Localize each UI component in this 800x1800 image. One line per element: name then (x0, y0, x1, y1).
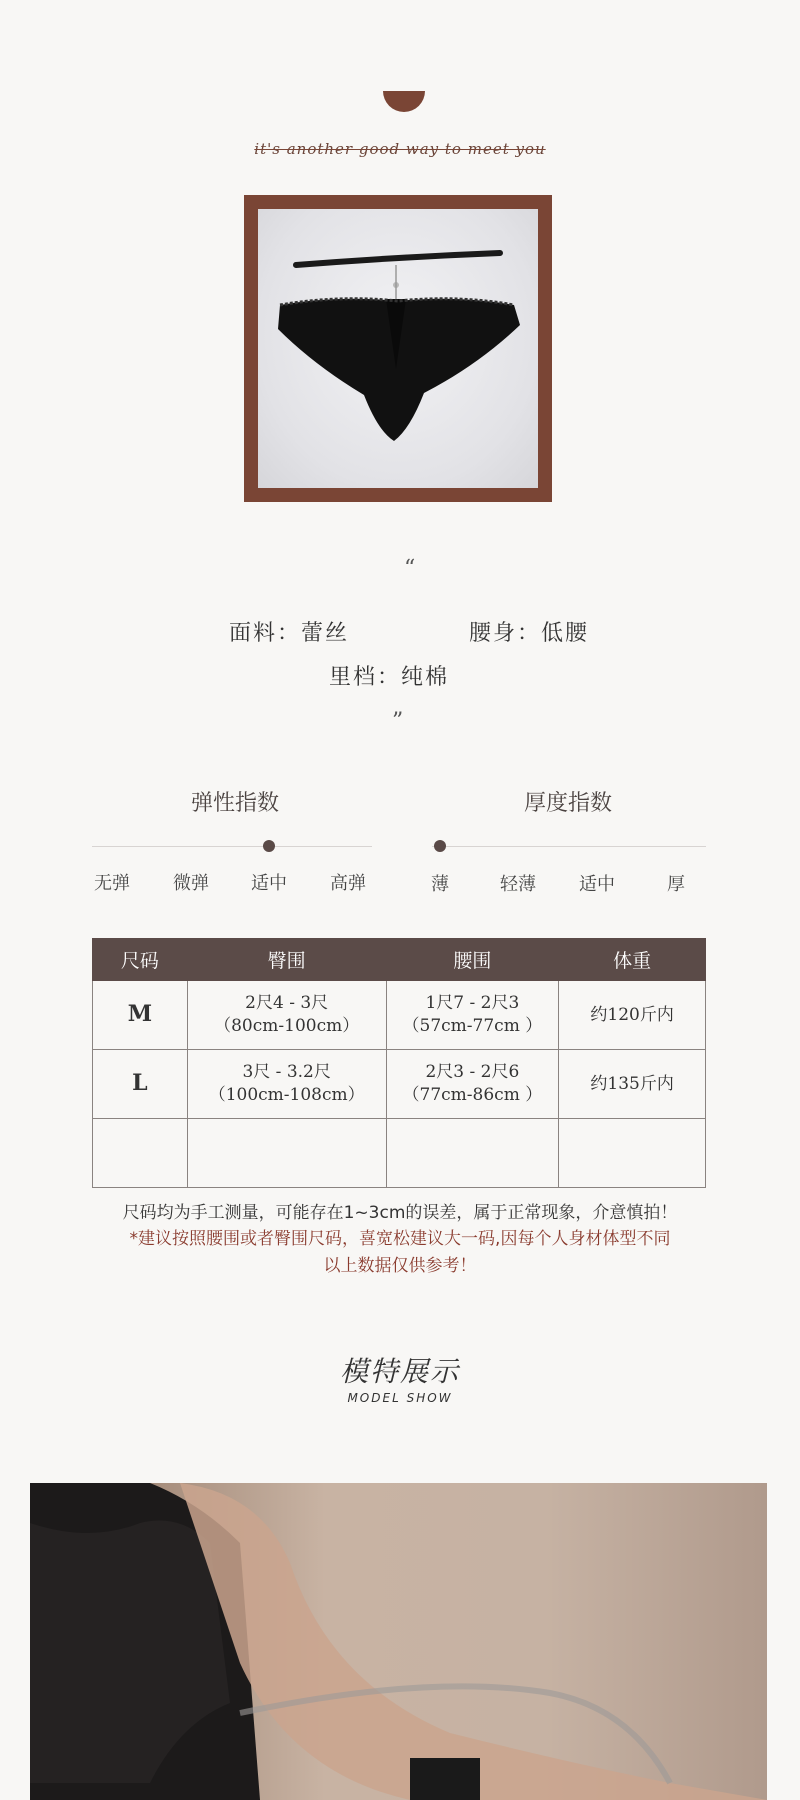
thickness-option: 适中 (579, 874, 615, 895)
model-photo-image (30, 1483, 767, 1800)
waist-range-cm: （57cm-77cm ） (402, 1016, 543, 1036)
hip-range-cm: （100cm-108cm） (208, 1085, 365, 1105)
waist-range: 1尺7 - 2尺3 (425, 993, 520, 1014)
quote-close-mark: ” (392, 709, 404, 734)
elasticity-selected-dot (263, 840, 275, 852)
table-row-empty (93, 1119, 706, 1188)
waist-range-cm: （77cm-86cm ） (402, 1085, 543, 1105)
empty-cell (559, 1119, 706, 1188)
elasticity-title: 弹性指数 (190, 791, 279, 816)
size-table-header-row (93, 939, 706, 981)
spec-crotch: 里档：纯棉 (329, 665, 450, 690)
quote-open-mark: “ (404, 556, 416, 581)
waist-cell (386, 981, 559, 1050)
weight-cell: 约120斤内 (559, 981, 706, 1050)
elasticity-option: 高弹 (330, 873, 366, 894)
model-section-subtitle: MODEL SHOW (347, 1391, 453, 1405)
header-hip: 臀围 (187, 939, 386, 981)
empty-cell (93, 1119, 188, 1188)
size-advice-note: *建议按照腰围或者臀围尺码，喜宽松建议大一码,因每个人身材体型不同 (129, 1229, 671, 1249)
header-size: 尺码 (93, 939, 188, 981)
size-cell: L (93, 1050, 188, 1119)
elasticity-option: 微弹 (173, 873, 209, 894)
decorative-half-circle (383, 91, 425, 112)
thickness-option: 轻薄 (500, 874, 536, 895)
hip-range: 2尺4 - 3尺 (245, 993, 329, 1014)
thickness-option: 薄 (431, 874, 449, 895)
spec-fabric: 面料：蕾丝 (229, 621, 350, 646)
model-section-title: 模特展示 (339, 1355, 460, 1388)
thickness-title: 厚度指数 (523, 791, 612, 816)
spec-waist: 腰身：低腰 (469, 621, 590, 646)
size-cell: M (93, 981, 188, 1050)
table-row (93, 1050, 706, 1119)
elasticity-option: 适中 (251, 873, 287, 894)
empty-cell (386, 1119, 559, 1188)
thickness-option: 厚 (667, 874, 685, 895)
empty-cell (187, 1119, 386, 1188)
product-image-frame (244, 195, 552, 502)
waist-range: 2尺3 - 2尺6 (425, 1062, 520, 1083)
table-row (93, 981, 706, 1050)
hip-range-cm: （80cm-100cm） (214, 1016, 360, 1036)
hip-cell (187, 1050, 386, 1119)
tagline: it's another good way to meet you (254, 140, 546, 158)
size-table (92, 938, 706, 1188)
elasticity-scale-line (92, 846, 372, 847)
header-waist: 腰围 (386, 939, 559, 981)
model-illustration (30, 1483, 767, 1800)
hip-cell (187, 981, 386, 1050)
panties-illustration (258, 209, 538, 488)
elasticity-option: 无弹 (94, 873, 130, 894)
hip-range: 3尺 - 3.2尺 (242, 1062, 331, 1083)
weight-cell: 约135斤内 (559, 1050, 706, 1119)
thickness-selected-dot (434, 840, 446, 852)
thickness-scale-line (432, 846, 706, 847)
product-panties-image (258, 209, 538, 488)
header-weight: 体重 (559, 939, 706, 981)
waist-cell (386, 1050, 559, 1119)
reference-note: 以上数据仅供参考！ (323, 1256, 477, 1276)
measurement-note: 尺码均为手工测量，可能存在1~3cm的误差，属于正常现象，介意慎拍！ (122, 1203, 678, 1223)
